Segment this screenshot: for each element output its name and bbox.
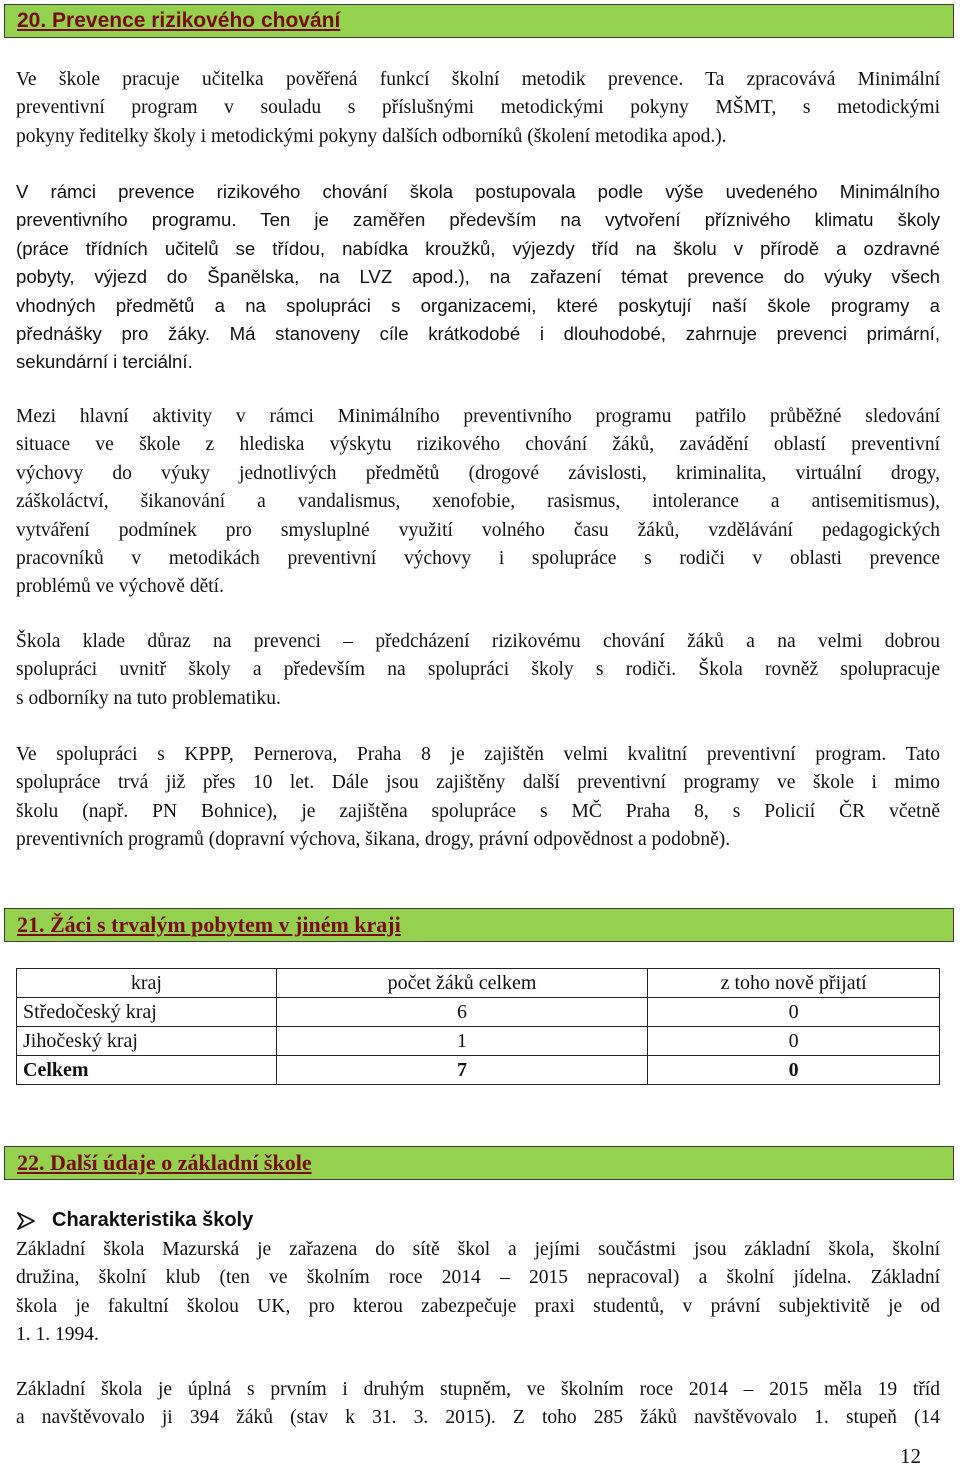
table-header-cell: počet žáků celkem [276,969,648,998]
table-cell: Celkem [17,1056,277,1085]
text-line: preventivní program v souladu s příslušnými metodickými pokyny MŠMT, s metodickými [16,97,940,119]
text-line: pobyty, výjezd do Španělska, na LVZ apod.), na zařazení témat prevence do výuky všech [16,266,940,288]
paragraph [16,741,940,855]
text-line: situace ve škole z hlediska výskytu rizikového chování žáků, zavádění oblastí preventivní [16,434,940,456]
table-header-row [17,969,940,998]
text-line: pokyny ředitelky školy i metodickými pokyny dalších odborníků (školení metodika apod.). [16,125,727,147]
section-22-heading: 22. Další údaje o základní škole [17,1150,312,1175]
text-line: záškoláctví, šikanování a vandalismus, xenofobie, rasismus, intolerance a antisemitismus), [16,491,940,513]
text-line: výchovy do výuky jednotlivých předmětů (drogové závislosti, kriminalita, virtuální drogy, [16,462,940,484]
table-row [17,1027,940,1056]
table-cell: 0 [648,998,940,1027]
table-cell: 0 [648,1027,940,1056]
paragraph [16,1236,940,1350]
table-row [17,998,940,1027]
text-line: problémů ve výchově dětí. [16,576,224,598]
text-line: přednášky pro žáky. Má stanoveny cíle krátkodobé i dlouhodobé, zahrnuje prevenci primární, [16,323,940,345]
paragraph [16,1376,940,1433]
text-line: pracovníků v metodikách preventivní výchovy i spolupráce s rodiči v oblasti prevence [16,548,940,570]
text-line: s odborníky na tuto problematiku. [16,687,281,709]
table-cell: Středočeský kraj [17,998,277,1027]
text-line: a navštěvovalo ji 394 žáků (stav k 31. 3. 2015). Z toho 285 žáků navštěvovalo 1. stupeň (14 [16,1407,940,1429]
text-line: Ve škole pracuje učitelka pověřená funkcí školní metodik prevence. Ta zpracovává Minimální [16,69,940,90]
text-line: Základní škola je úplná s prvním i druhým stupněm, ve školním roce 2014 – 2015 měla 19 tříd [16,1379,940,1400]
table-header-cell: z toho nově přijatí [648,969,940,998]
text-line: (práce třídních učitelů se třídou, nabídka kroužků, výjezdy tříd na školu v přírodě a ozdravné [16,237,940,259]
text-line: preventivních programů (dopravní výchova, šikana, drogy, právní odpovědnost a podobně). [16,829,731,851]
section-22-heading-bar [4,1146,954,1180]
arrow-bullet-icon [16,1212,36,1230]
section-20-heading-bar [4,4,954,38]
paragraph [16,403,940,602]
text-line: 1. 1. 1994. [16,1324,99,1346]
table-cell: Jihočeský kraj [17,1027,277,1056]
paragraph [16,178,940,377]
page-number: 12 [900,1444,921,1468]
table-cell: 6 [276,998,648,1027]
section-21-heading-bar [4,908,954,942]
table-cell: 1 [276,1027,648,1056]
text-line: družina, školní klub (ten ve školním roce 2014 – 2015 nepracoval) a školní jídelna. Základní [16,1267,940,1289]
text-line: školu (např. PN Bohnice), je zajištěna spolupráce s MČ Praha 8, s Policií ČR včetně [16,800,940,822]
paragraph [16,628,940,713]
text-line: spolupráce trvá již přes 10 let. Dále jsou zajištěny další preventivní programy ve škole i mimo [16,772,940,794]
text-line: vhodných předmětů a na spolupráci s organizacemi, které poskytují naší škole programy a [16,294,940,316]
text-line: sekundární i terciální. [16,351,193,373]
text-line: vytváření podmínek pro smysluplné využití volného času žáků, vzdělávání pedagogických [16,519,940,541]
table-header-cell: kraj [17,969,277,998]
table-total-row [17,1056,940,1085]
text-line: Mezi hlavní aktivity v rámci Minimálního preventivního programu patřilo průběžné sledování [16,406,940,427]
subheading-school-characteristics: Charakteristika školy [52,1209,254,1231]
text-line: spolupráci uvnitř školy a především na spolupráci školy s rodiči. Škola rovněž spolupracuje [16,659,940,681]
text-line: Základní škola Mazurská je zařazena do sítě škol a jejími součástmi jsou základní škola, školní [16,1239,940,1260]
paragraph [16,66,940,151]
text-line: Ve spolupráci s KPPP, Pernerova, Praha 8 je zajištěn velmi kvalitní preventivní program. Tato [16,744,940,765]
table-cell: 0 [648,1056,940,1085]
text-line: V rámci prevence rizikového chování škola postupovala podle výše uvedeného Minimálního [16,181,940,202]
text-line: škola je fakultní školou UK, pro kterou zabezpečuje praxi studentů, v právní subjektivitě je od [16,1295,940,1317]
table-cell: 7 [276,1056,648,1085]
students-other-region-table [16,968,940,1085]
section-20-heading: 20. Prevence rizikového chování [17,9,341,32]
text-line: Škola klade důraz na prevenci – předcházení rizikovému chování žáků a na velmi dobrou [16,631,940,652]
text-line: preventivního programu. Ten je zaměřen především na vytvoření příznivého klimatu školy [16,209,940,231]
section-21-heading: 21. Žáci s trvalým pobytem v jiném kraji [17,912,401,937]
